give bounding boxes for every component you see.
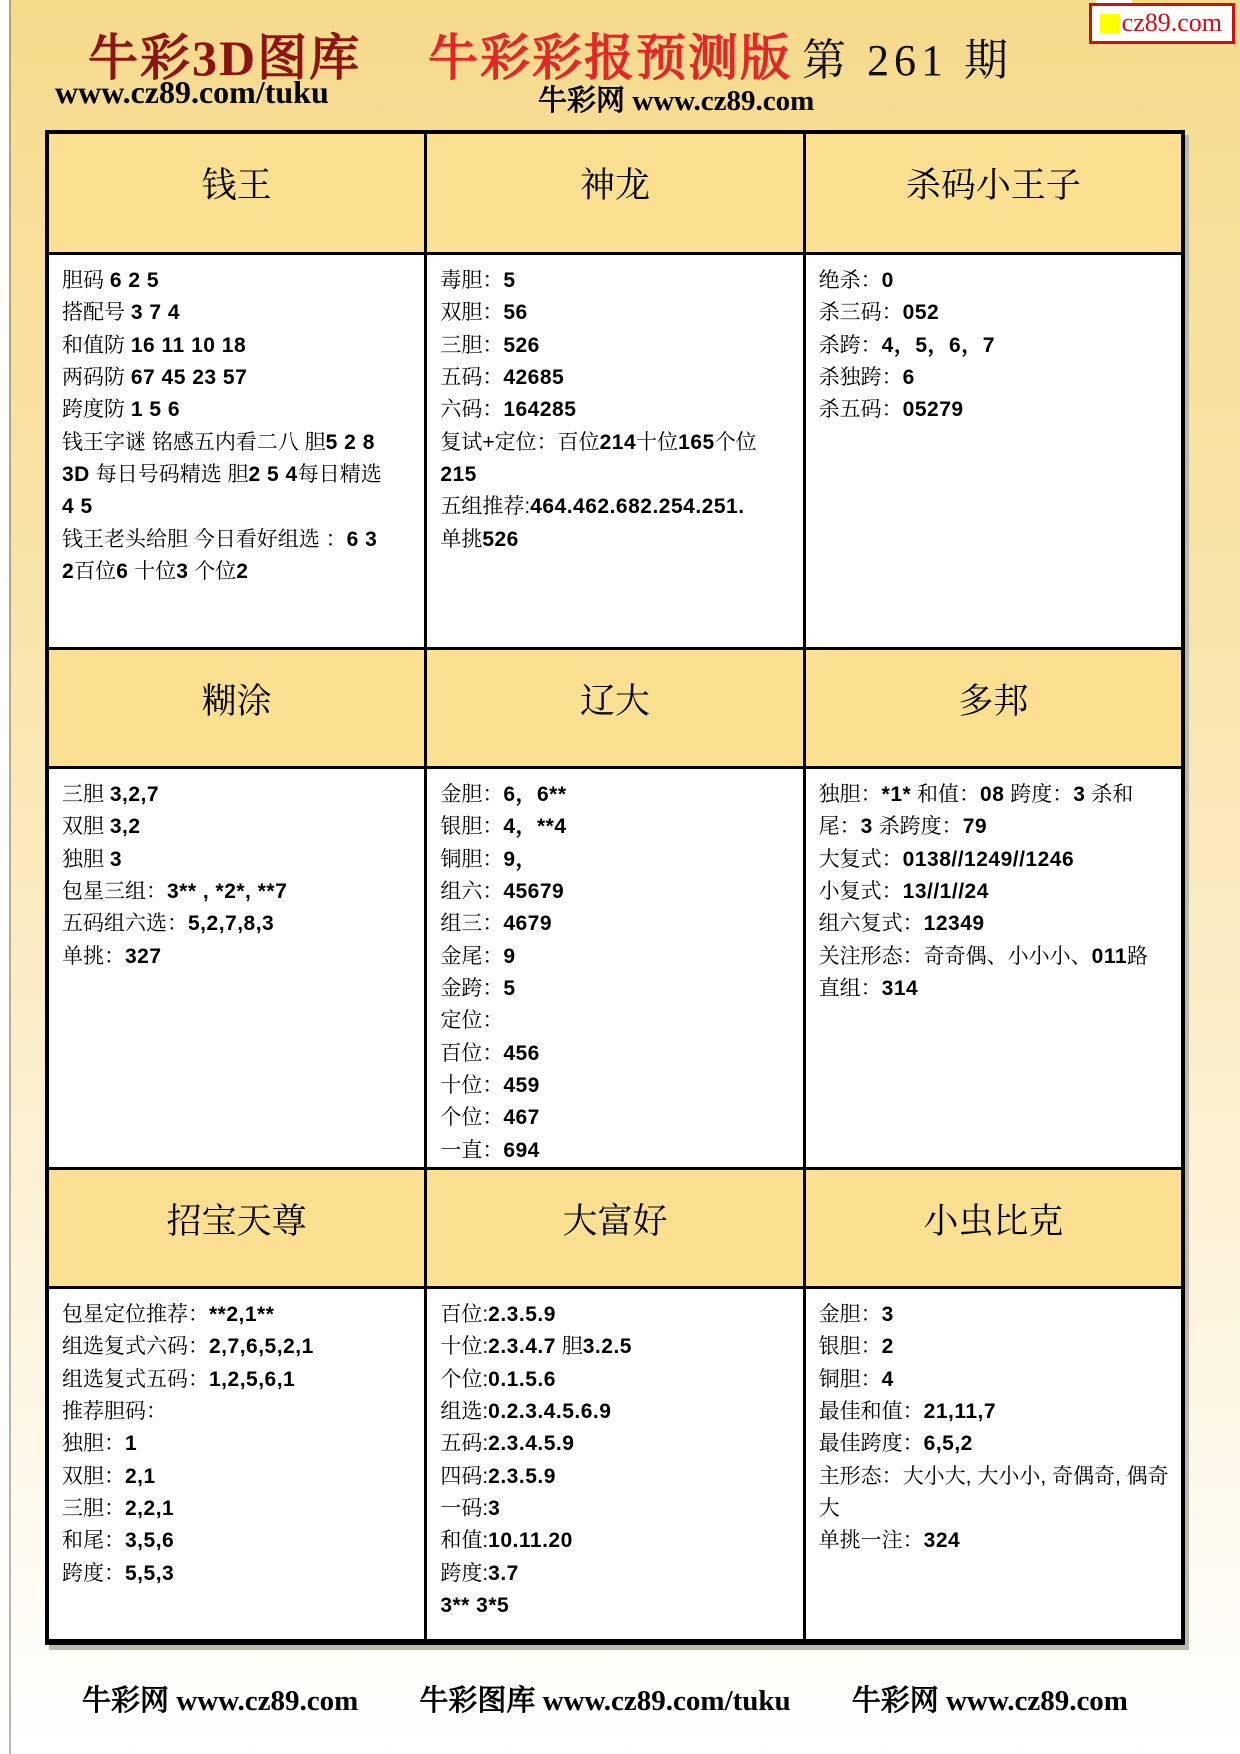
prediction-value: 6，6** [503,783,567,806]
prediction-value: 467 [503,1106,540,1130]
cell-title: 杀码小王子 [905,166,1081,205]
prediction-line [62,394,416,426]
prediction-label: 小复式： [818,879,903,903]
cell-title: 钱王 [201,166,272,205]
prediction-line [62,941,416,973]
prediction-label: 独胆： [62,1432,125,1456]
prediction-line [440,876,794,908]
prediction-label: 杀和 [1085,783,1134,806]
prediction-line [440,394,794,426]
prediction-label: 十位: [440,1335,489,1359]
prediction-value: 4679 [503,912,553,936]
prediction-line [819,394,1173,426]
prediction-label: 路 [1127,944,1149,968]
prediction-value: 45679 [503,879,565,903]
prediction-label: 双胆 [62,815,110,839]
prediction-line [62,908,416,940]
prediction-line [819,1461,1173,1526]
prediction-line [440,1590,794,1622]
cell-header-liaoda [427,650,802,766]
prediction-line [440,1102,794,1134]
prediction-value: 42685 [503,365,565,389]
prediction-label: 双胆： [440,301,504,325]
prediction-line [440,491,794,523]
prediction-value: 6 [902,365,915,389]
prediction-value: 2,7,6,5,2,1 [209,1335,314,1359]
prediction-line [62,459,416,491]
prediction-value: 10.11.20 [488,1529,573,1553]
prediction-label: 五码: [440,1432,489,1456]
footer-link-tuku[interactable]: 牛彩图库 www.cz89.com/tuku [419,1685,791,1717]
prediction-line [440,459,794,491]
prediction-line [819,1396,1173,1428]
prediction-line [62,297,416,329]
prediction-label: 单挑： [62,944,125,968]
prediction-line [819,1525,1173,1557]
prediction-label: 杀跨度： [872,815,963,839]
prediction-label: 五码： [440,365,504,389]
prediction-value: 0.1.5.6 [488,1367,556,1391]
prediction-line [440,1038,794,1070]
prediction-label: 跨度： [62,1561,125,1585]
prediction-label: 五码组六选： [62,912,188,936]
cell-body-shenlong [427,255,802,647]
prediction-label: 四码: [440,1464,489,1488]
prediction-label: 个位 [714,430,757,454]
prediction-line [819,779,1173,811]
prediction-label: 组选复式五码： [62,1367,209,1391]
cell-header-shenlong [427,134,802,252]
prediction-label: 胆 [555,1335,583,1359]
prediction-label: 和值防 [62,333,131,357]
prediction-line [819,265,1173,297]
prediction-value: 3** , *2*, **7 [167,879,288,903]
prediction-label: 百位： [440,1041,504,1065]
prediction-line [440,362,794,394]
prediction-label: 金胆： [440,783,504,806]
site-url-link[interactable]: 牛彩网 www.cz89.com [538,85,815,117]
prediction-line [62,491,416,523]
cell-body-duobang [806,769,1181,1167]
prediction-value: 327 [125,944,162,968]
prediction-line [440,941,794,973]
prediction-grid [45,130,1185,1645]
prediction-value: 4 5 [62,495,93,519]
prediction-value: 2 5 4 [248,462,298,486]
cell-title: 神龙 [579,166,650,205]
prediction-value: 3 [488,1496,501,1520]
cz89-badge[interactable] [1089,3,1235,44]
prediction-value: 9 [503,944,516,968]
prediction-label: 包星定位推荐： [62,1303,209,1326]
prediction-line [440,1299,794,1331]
prediction-label: 百位: [440,1303,489,1326]
prediction-value: 5 [503,976,516,1000]
prediction-label: 组选: [440,1399,489,1423]
prediction-label: 主形态：大小大, 大小小, 奇偶奇, 偶奇大 [818,1464,1169,1520]
prediction-label: 跨度： [1004,783,1074,806]
prediction-line [440,330,794,362]
prediction-line [62,1396,416,1428]
prediction-label: 组三： [440,912,504,936]
prediction-label: 杀三码： [818,301,903,325]
prediction-line [62,1525,416,1557]
prediction-label: 一直： [440,1138,504,1162]
prediction-line [62,265,416,297]
cell-body-xiaochongbike [806,1289,1181,1639]
cell-title: 大富好 [562,1202,668,1241]
prediction-value: 3 [860,815,873,839]
prediction-label: 金尾： [440,944,504,968]
prediction-line [62,811,416,843]
prediction-label: 五组推荐: [440,495,531,519]
prediction-label: 每日号码精选 胆 [89,462,249,486]
badge-square-icon [1100,14,1119,33]
prediction-value: 6 3 [346,527,378,551]
prediction-value: 1 5 6 [130,398,181,422]
prediction-value: 0 [881,269,894,292]
prediction-line [62,1428,416,1460]
prediction-value: 3,5,6 [125,1529,175,1553]
cell-header-dafuhao [427,1170,802,1286]
prediction-line [440,1364,794,1396]
prediction-line [819,811,1173,843]
prediction-label: 银胆： [440,815,504,839]
prediction-label: 铜胆： [440,847,504,871]
prediction-value: 314 [881,976,919,1000]
prediction-value: 21,11,7 [923,1399,997,1423]
prediction-value: 16 11 10 18 [130,333,247,357]
prediction-line [819,297,1173,329]
prediction-label: 包星三组： [62,879,167,903]
prediction-label: 大复式： [818,847,903,871]
prediction-value: 459 [503,1073,540,1097]
prediction-value: 0.2.3.4.5.6.9 [488,1399,612,1423]
prediction-value: 165 [678,430,715,454]
prediction-value: 694 [503,1138,540,1162]
prediction-label: 和值: [440,1529,489,1553]
cell-header-duobang [806,650,1181,766]
brand-title: 牛彩3D图库 [88,30,362,86]
prediction-line [819,1299,1173,1331]
prediction-label: 银胆： [818,1335,882,1359]
prediction-value: 5 [503,269,516,292]
prediction-label: 和值： [911,783,981,806]
prediction-value: 3,2 [109,815,141,839]
prediction-line [440,524,794,556]
cell-body-zhaobaotianzun [49,1289,424,1639]
prediction-label: 直组： [818,976,882,1000]
prediction-value: 3 7 4 [130,301,181,325]
prediction-line [440,1525,794,1557]
prediction-line [819,1428,1173,1460]
cell-title: 招宝天尊 [166,1202,307,1241]
prediction-label: 钱王字谜 铭感五内看二八 胆 [62,430,326,454]
prediction-line [440,1493,794,1525]
prediction-line [62,779,416,811]
prediction-line [440,297,794,329]
prediction-label: 三胆 [62,783,110,806]
cell-body-liaoda [427,769,802,1167]
prediction-value: 3 [176,559,189,583]
prediction-line [819,362,1173,394]
prediction-value: 4，**4 [503,815,567,839]
cell-title: 糊涂 [201,682,272,721]
prediction-value: 1 [125,1432,138,1456]
prediction-label: 杀独跨： [818,365,903,389]
prediction-value: 5,5,3 [125,1561,175,1585]
prediction-value: 56 [503,301,528,325]
prediction-value: 164285 [503,398,577,422]
cell-header-zhaobaotianzun [49,1170,424,1286]
prediction-label: 尾： [818,815,861,839]
prediction-line [62,1493,416,1525]
prediction-value: 5 2 8 [325,430,375,454]
prediction-label: 独胆 [62,847,110,871]
prediction-value: 5,2,7,8,3 [188,912,275,936]
prediction-label: 复试+定位：百位 [440,430,600,454]
prediction-value: 2.3.4.5.9 [488,1432,575,1456]
prediction-line [440,973,794,1005]
cell-body-hutu [49,769,424,1167]
prediction-label: 个位： [440,1106,504,1130]
prediction-line [440,844,794,876]
prediction-value: 6 2 5 [109,269,160,292]
prediction-label: 双胆： [62,1464,125,1488]
footer-link-site2[interactable]: 牛彩网 www.cz89.com [851,1685,1128,1717]
cell-header-shamaxiaowangzi [806,134,1181,252]
prediction-value: 2.3.5.9 [488,1303,556,1326]
prediction-value: 3.7 [488,1561,519,1585]
prediction-line [62,1331,416,1363]
cell-title: 小虫比克 [923,1202,1064,1241]
prediction-value: *1* [881,783,912,806]
prediction-value: 2.3.4.7 [488,1335,556,1359]
prediction-value: 1,2,5,6,1 [209,1367,296,1391]
prediction-value: 3 [109,847,123,871]
prediction-value: 3 [881,1303,894,1326]
prediction-value: 3D [62,462,90,486]
prediction-line [62,427,416,459]
prediction-value: 2 [62,559,75,583]
prediction-value: 9， [503,847,538,871]
prediction-value: 3,2,7 [109,783,160,806]
prediction-label: 铜胆： [818,1367,882,1391]
page-left-edge-line [9,0,11,1754]
prediction-label: 一码: [440,1496,489,1520]
prediction-line [819,1331,1173,1363]
prediction-label: 两码防 [62,365,131,389]
prediction-value: 2 [881,1335,894,1359]
prediction-label: 定位： [440,1009,504,1033]
prediction-line [62,1299,416,1331]
prediction-value: 215 [440,462,477,486]
prediction-value: **2,1** [209,1303,275,1326]
prediction-label: 钱王老头给胆 今日看好组选 ： [62,527,347,551]
prediction-line [62,1558,416,1590]
prediction-value: 12349 [923,912,985,936]
prediction-label: 百位 [74,559,117,583]
prediction-label: 杀跨： [818,333,882,357]
page-left-edge [0,0,9,1754]
prediction-label: 搭配号 [62,301,131,325]
prediction-line [440,811,794,843]
prediction-line [819,330,1173,362]
prediction-label: 单挑一注： [818,1529,924,1553]
prediction-line [62,844,416,876]
prediction-value: 08 [980,783,1005,806]
prediction-line [440,1396,794,1428]
prediction-label: 三胆： [440,333,504,357]
prediction-line [440,1070,794,1102]
cell-header-xiaochongbike [806,1170,1181,1286]
prediction-label: 杀五码： [818,398,903,422]
prediction-line [440,1135,794,1167]
prediction-value: 4，5，6，7 [881,333,995,357]
prediction-line [819,908,1173,940]
prediction-value: 13//1//24 [902,879,989,903]
prediction-value: 6,5,2 [923,1432,973,1456]
prediction-value: 79 [962,815,988,839]
prediction-label: 个位 [188,559,237,583]
prediction-label: 最佳跨度： [818,1432,924,1456]
prediction-value: 214 [599,430,637,454]
prediction-line [819,973,1173,1005]
prediction-line [62,524,416,556]
prediction-label: 组六： [440,879,504,903]
prediction-line [440,427,794,459]
prediction-value: 3.2.5 [582,1335,632,1359]
prediction-line [440,908,794,940]
prediction-label: 组选复式六码： [62,1335,209,1359]
prediction-value: 2.3.5.9 [488,1464,556,1488]
prediction-label: 关注形态：奇奇偶、小小小、 [818,944,1092,968]
issue-number: 第 261 期 [802,36,1013,85]
prediction-value: 3 [1073,783,1086,806]
footer-link-site[interactable]: 牛彩网 www.cz89.com [82,1685,359,1717]
prediction-value: 052 [902,301,940,325]
prediction-label: 个位: [440,1367,489,1391]
prediction-value: 464.462.682.254.251. [530,495,745,519]
prediction-label: 六码： [440,398,504,422]
cell-title: 多邦 [958,682,1029,721]
prediction-value: 2 [236,559,249,583]
prediction-label: 跨度: [440,1561,489,1585]
prediction-value: 456 [503,1041,540,1065]
prediction-value: 0138//1249//1246 [902,847,1075,871]
prediction-line [62,1461,416,1493]
prediction-value: 011 [1091,944,1128,968]
prediction-label: 独胆： [818,783,882,806]
prediction-value: 67 45 23 57 [130,365,248,389]
prediction-label: 金跨： [440,976,504,1000]
prediction-label: 单挑 [440,527,483,551]
prediction-line [440,265,794,297]
cell-body-dafuhao [427,1289,802,1639]
cell-title: 辽大 [579,682,650,721]
footer [82,1678,1128,1719]
prediction-line [440,1331,794,1363]
prediction-line [62,362,416,394]
prediction-line [819,844,1173,876]
prediction-line [440,1558,794,1590]
prediction-label: 每日精选 [297,462,382,486]
prediction-line [440,1428,794,1460]
prediction-value: 526 [482,527,519,551]
prediction-line [819,876,1173,908]
prediction-value: 6 [116,559,129,583]
prediction-line [819,1364,1173,1396]
prediction-value: 2,1 [125,1464,156,1488]
prediction-line [62,556,416,588]
prediction-line [440,1461,794,1493]
prediction-label: 胆码 [62,269,110,292]
prediction-line [62,1364,416,1396]
prediction-label: 金胆： [818,1303,882,1326]
prediction-label: 十位 [636,430,679,454]
prediction-label: 毒胆： [440,269,504,292]
prediction-value: 526 [503,333,540,357]
prediction-line [62,876,416,908]
cell-body-shamaxiaowangzi [806,255,1181,647]
prediction-label: 跨度防 [62,398,131,422]
prediction-label: 十位 [128,559,177,583]
prediction-label: 推荐胆码： [62,1399,167,1423]
masthead [0,0,1240,130]
cell-body-qianwang [49,255,424,647]
prediction-line [62,330,416,362]
tuku-url-link[interactable]: www.cz89.com/tuku [55,74,329,110]
prediction-label: 绝杀： [818,269,882,292]
prediction-label: 组六复式： [818,912,924,936]
prediction-value: 3** 3*5 [440,1593,510,1617]
prediction-value: 4 [881,1367,894,1391]
prediction-value: 324 [923,1529,961,1553]
prediction-line [440,779,794,811]
badge-text: cz89.com [1121,8,1222,37]
prediction-label: 三胆： [62,1496,125,1520]
prediction-label: 十位： [440,1073,504,1097]
prediction-value: 05279 [902,398,964,422]
prediction-label: 和尾： [62,1529,125,1553]
cell-header-qianwang [49,134,424,252]
prediction-label: 最佳和值： [818,1399,924,1423]
page-title: 牛彩彩报预测版 [428,30,792,86]
prediction-line [819,941,1173,973]
prediction-value: 2,2,1 [125,1496,175,1520]
prediction-line [440,1005,794,1037]
cell-header-hutu [49,650,424,766]
